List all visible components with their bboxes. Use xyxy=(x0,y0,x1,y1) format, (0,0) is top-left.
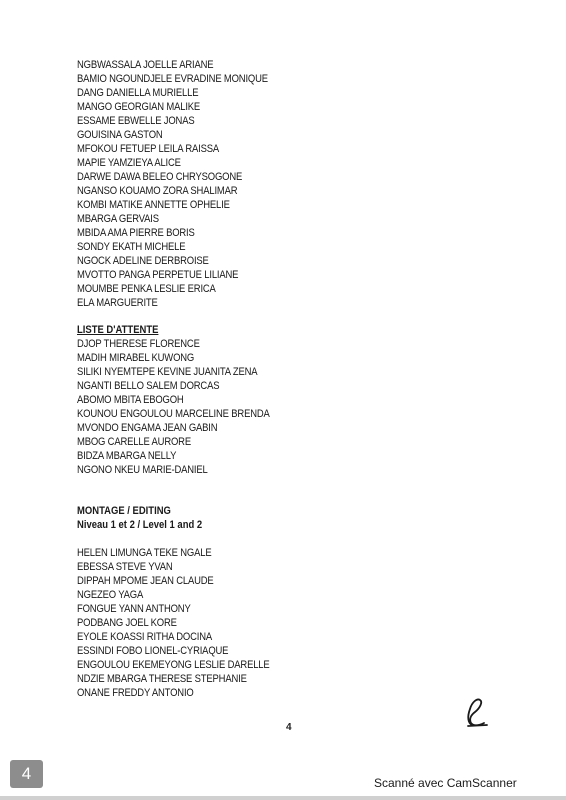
list-item: ENGOULOU EKEMEYONG LESLIE DARELLE xyxy=(77,659,270,671)
list-item: PODBANG JOEL KORE xyxy=(77,617,177,629)
list-item: ONANE FREDDY ANTONIO xyxy=(77,687,194,699)
list-item: MADIH MIRABEL KUWONG xyxy=(77,352,195,364)
page-number: 4 xyxy=(286,722,292,733)
list-item: ESSINDI FOBO LIONEL-CYRIAQUE xyxy=(77,645,229,657)
list-item: KOUNOU ENGOULOU MARCELINE BRENDA xyxy=(77,408,270,420)
list-item: SILIKI NYEMTEPE KEVINE JUANITA ZENA xyxy=(77,366,258,378)
list-item: NGEZEO YAGA xyxy=(77,589,144,601)
list-item: MOUMBE PENKA LESLIE ERICA xyxy=(77,283,216,295)
list-item: NGANSO KOUAMO ZORA SHALIMAR xyxy=(77,185,238,197)
list-item: BAMIO NGOUNDJELE EVRADINE MONIQUE xyxy=(77,73,268,85)
list-item: NGBWASSALA JOELLE ARIANE xyxy=(77,59,214,71)
list-item: FONGUE YANN ANTHONY xyxy=(77,603,191,615)
list-item: EYOLE KOASSI RITHA DOCINA xyxy=(77,631,213,643)
list-item: HELEN LIMUNGA TEKE NGALE xyxy=(77,547,212,559)
montage-heading: MONTAGE / EDITING xyxy=(77,505,171,517)
waiting-list xyxy=(77,337,301,477)
list-item: NGANTI BELLO SALEM DORCAS xyxy=(77,380,220,392)
list-item: ABOMO MBITA EBOGOH xyxy=(77,394,184,406)
editing-list xyxy=(77,546,301,700)
list-item: MAPIE YAMZIEYA ALICE xyxy=(77,157,181,169)
list-item: MVONDO ENGAMA JEAN GABIN xyxy=(77,422,218,434)
list-item: MBOG CARELLE AURORE xyxy=(77,436,191,448)
bottom-divider xyxy=(0,796,566,800)
list-item: MANGO GEORGIAN MALIKE xyxy=(77,101,201,113)
list-item: MFOKOU FETUEP LEILA RAISSA xyxy=(77,143,220,155)
list-item: MVOTTO PANGA PERPETUE LILIANE xyxy=(77,269,239,281)
waiting-list-heading: LISTE D'ATTENTE xyxy=(77,324,159,336)
level-heading: Niveau 1 et 2 / Level 1 and 2 xyxy=(77,519,203,531)
name-list-section-1 xyxy=(77,58,299,310)
list-item: DJOP THERESE FLORENCE xyxy=(77,338,200,350)
list-item: MBARGA GERVAIS xyxy=(77,213,159,225)
page-indicator-badge[interactable]: 4 xyxy=(10,760,43,788)
list-item: ESSAME EBWELLE JONAS xyxy=(77,115,195,127)
list-item: SONDY EKATH MICHELE xyxy=(77,241,186,253)
camscanner-watermark: Scanné avec CamScanner xyxy=(374,776,517,790)
list-item: DANG DANIELLA MURIELLE xyxy=(77,87,199,99)
list-item: MBIDA AMA PIERRE BORIS xyxy=(77,227,195,239)
list-item: KOMBI MATIKE ANNETTE OPHELIE xyxy=(77,199,230,211)
list-item: ELA MARGUERITE xyxy=(77,297,158,309)
list-item: EBESSA STEVE YVAN xyxy=(77,561,173,573)
list-item: NGONO NKEU MARIE-DANIEL xyxy=(77,464,208,476)
list-item: NGOCK ADELINE DERBROISE xyxy=(77,255,209,267)
list-item: DARWE DAWA BELEO CHRYSOGONE xyxy=(77,171,243,183)
list-item: DIPPAH MPOME JEAN CLAUDE xyxy=(77,575,214,587)
list-item: BIDZA MBARGA NELLY xyxy=(77,450,177,462)
list-item: GOUISINA GASTON xyxy=(77,129,163,141)
handwritten-signature xyxy=(458,695,494,729)
list-item: NDZIE MBARGA THERESE STEPHANIE xyxy=(77,673,247,685)
